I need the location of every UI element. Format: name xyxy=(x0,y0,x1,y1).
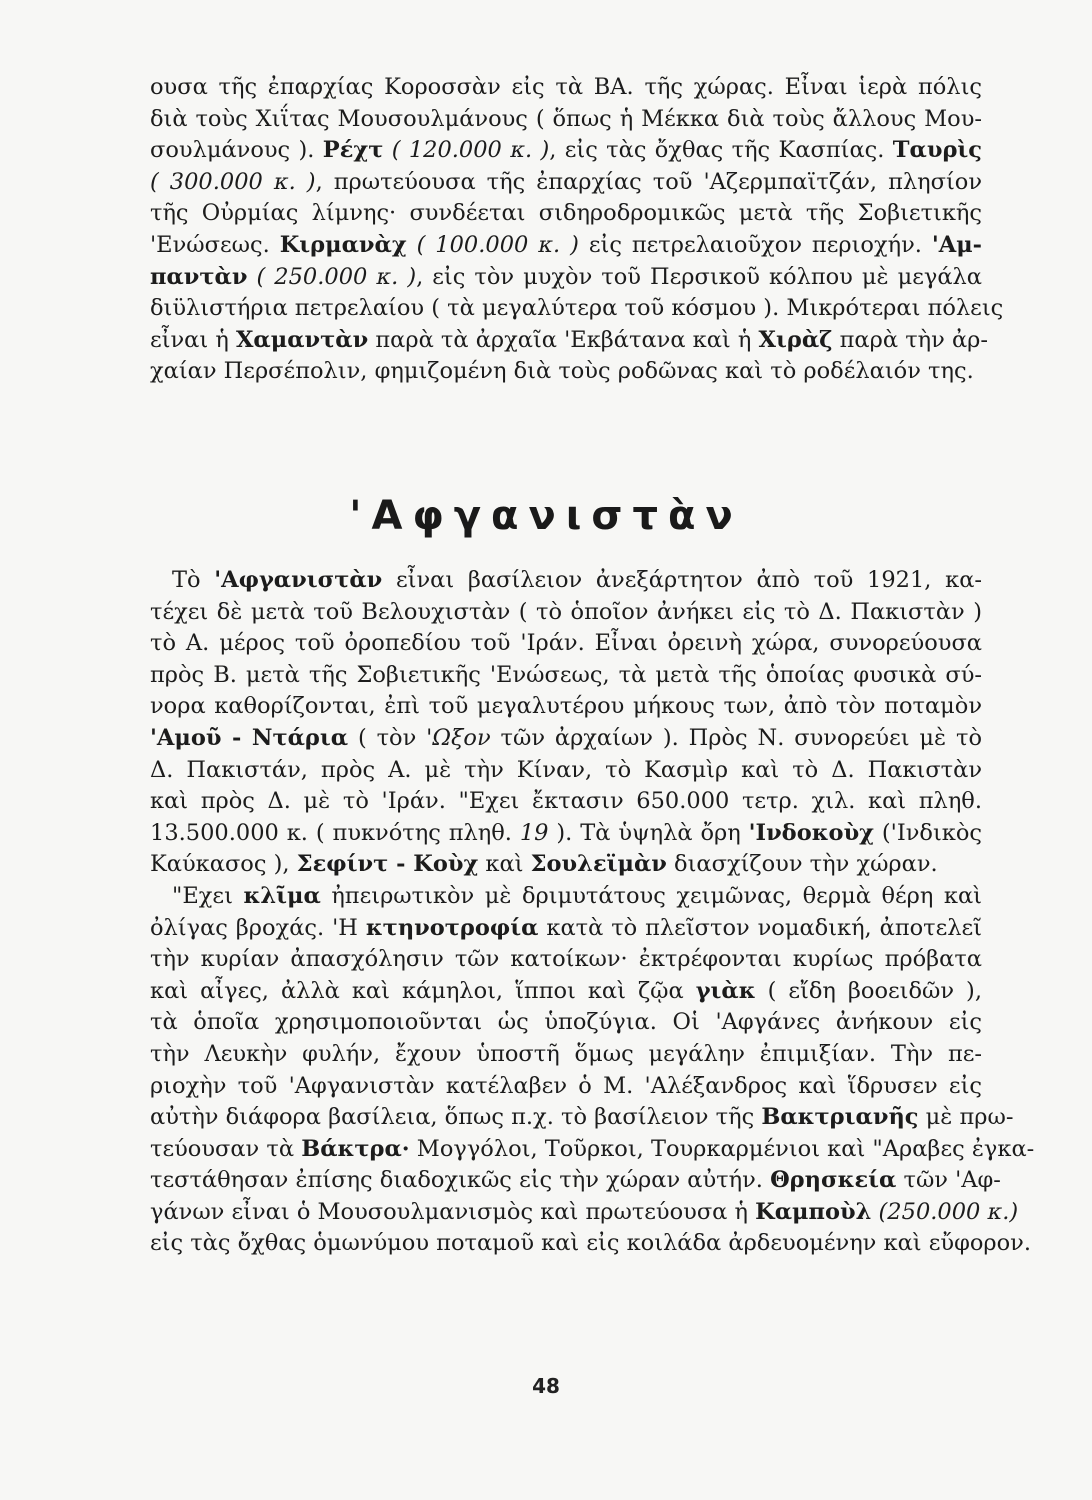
text-line: 'Αμοῦ - Ντάρια ( τὸν 'Ωξον τῶν ἀρχαίων ). Πρὸς Ν. συνορεύει μὲ τὸ xyxy=(150,724,983,751)
text-line: τὸ Α. μέρος τοῦ ὀροπεδίου τοῦ 'Ιράν. Εἶναι ὀρεινὴ χώρα, συνορεύουσα xyxy=(150,630,982,657)
text-line: τὴν Λευκὴν φυλήν, ἔχουν ὑποστῆ ὅμως μεγάλην ἐπιμιξίαν. Τὴν πε- xyxy=(150,1040,982,1067)
text-line: ριοχὴν τοῦ 'Αφγανιστὰν κατέλαβεν ὁ Μ. 'Αλέξανδρος καὶ ἵδρυσεν εἰς xyxy=(150,1072,982,1099)
text-line: εἰς τὰς ὄχθας ὁμωνύμου ποταμοῦ καὶ εἰς κοιλάδα ἀρδευομένην καὶ εὔφορον. xyxy=(150,1230,1031,1257)
text-line: χαίαν Περσέπολιν, φημιζομένη διὰ τοὺς ροδῶνας καὶ τὸ ροδέλαιόν της. xyxy=(150,358,974,385)
text-line: πρὸς Β. μετὰ τῆς Σοβιετικῆς 'Ενώσεως, τὰ μετὰ τῆς ὁποίας φυσικὰ σύ- xyxy=(150,661,982,688)
text-line: ουσα τῆς ἐπαρχίας Κοροσσὰν εἰς τὰ ΒΑ. τῆς χώρας. Εἶναι ἱερὰ πόλις xyxy=(150,74,982,100)
text-line: τὴν κυρίαν ἀπασχόλησιν τῶν κατοίκων· ἐκτρέφονται κυρίως πρόβατα xyxy=(150,946,982,973)
text-line: τεστάθησαν ἐπίσης διαδοχικῶς εἰς τὴν χώραν αὐτήν. Θρησκεία τῶν 'Αφ- xyxy=(150,1167,1001,1194)
paragraph-persia-cities xyxy=(150,72,1004,388)
text-line: Καύκασος ), Σεφίντ - Κοὺχ καὶ Σουλεϊμὰν διασχίζουν τὴν χώραν. xyxy=(150,851,938,878)
text-line: 'Ενώσεως. Κιρμανὰχ ( 100.000 κ. ) εἰς πετρελαιοῦχον περιοχήν. 'Αμ- xyxy=(150,231,983,258)
text-line: καὶ πρὸς Δ. μὲ τὸ 'Ιράν. "Εχει ἔκτασιν 650.000 τετρ. χιλ. καὶ πληθ. xyxy=(150,788,982,815)
text-line: "Εχει κλῖμα ἠπειρωτικὸν μὲ δριμυτάτους χειμῶνας, θερμὰ θέρη καὶ xyxy=(172,882,982,909)
text-line: νορα καθορίζονται, ἐπὶ τοῦ μεγαλυτέρου μήκους των, ἀπὸ τὸν ποταμὸν xyxy=(150,693,982,720)
text-line: σουλμάνους ). Ρέχτ ( 120.000 κ. ), εἰς τὰς ὄχθας τῆς Κασπίας. Ταυρὶς xyxy=(150,137,983,164)
text-line: τῆς Οὐρμίας λίμνης· συνδέεται σιδηροδρομικῶς μετὰ τῆς Σοβιετικῆς xyxy=(150,200,982,227)
text-line: ( 300.000 κ. ), πρωτεύουσα τῆς ἐπαρχίας τοῦ 'Αζερμπαϊτζάν, πλησίον xyxy=(150,168,983,195)
text-line: τὰ ὁποῖα χρησιμοποιοῦνται ὡς ὑποζύγια. Οἱ 'Αφγάνες ἀνήκουν εἰς xyxy=(150,1009,982,1036)
text-line: διὰ τοὺς Χιΐτας Μουσουλμάνους ( ὅπως ἡ Μέκκα διὰ τοὺς ἄλλους Μου- xyxy=(150,105,982,132)
text-line: 13.500.000 κ. ( πυκνότης πληθ. 19 ). Τὰ ὑψηλὰ ὄρη 'Ινδοκοὺχ ('Ινδικὸς xyxy=(150,819,982,846)
text-line: διϋλιστήρια πετρελαίου ( τὰ μεγαλύτερα τοῦ κόσμου ). Μικρότεραι πόλεις xyxy=(150,295,1004,322)
text-line: ὀλίγας βροχάς. 'Η κτηνοτροφία κατὰ τὸ πλεῖστον νομαδική, ἀποτελεῖ xyxy=(150,914,983,941)
text-line: γάνων εἶναι ὁ Μουσουλμανισμὸς καὶ πρωτεύουσα ἡ Καμποὺλ (250.000 κ.) xyxy=(150,1198,1019,1225)
text-line: τέχει δὲ μετὰ τοῦ Βελουχιστὰν ( τὸ ὁποῖον ἀνήκει εἰς τὸ Δ. Πακιστὰν ) xyxy=(150,598,982,625)
paragraph-afghanistan xyxy=(150,565,1035,1260)
text-line: παντὰν ( 250.000 κ. ), εἰς τὸν μυχὸν τοῦ Περσικοῦ κόλπου μὲ μεγάλα xyxy=(150,263,982,290)
section-heading: 'Αφγανιστὰν xyxy=(349,493,743,539)
page-number: 48 xyxy=(532,1374,560,1398)
text-line: εἶναι ἡ Χαμαντὰν παρὰ τὰ ἀρχαῖα 'Εκβάτανα καὶ ἡ Χιρὰζ παρὰ τὴν ἀρ- xyxy=(150,326,988,353)
text-line: Δ. Πακιστάν, πρὸς Α. μὲ τὴν Κίναν, τὸ Κασμὶρ καὶ τὸ Δ. Πακιστὰν xyxy=(150,756,982,783)
text-line: τεύουσαν τὰ Βάκτρα· Μογγόλοι, Τοῦρκοι, Τουρκαρμένιοι καὶ "Αραβες ἐγκα- xyxy=(150,1135,1035,1162)
text-line: αὐτὴν διάφορα βασίλεια, ὅπως π.χ. τὸ βασίλειον τῆς Βακτριανῆς μὲ πρω- xyxy=(150,1104,1014,1131)
text-line: Τὸ 'Αφγανιστὰν εἶναι βασίλειον ἀνεξάρτητον ἀπὸ τοῦ 1921, κα- xyxy=(172,567,982,593)
text-line: καὶ αἶγες, ἀλλὰ καὶ κάμηλοι, ἵπποι καὶ ζῷα γιὰκ ( εἴδη βοοειδῶν ), xyxy=(150,977,982,1004)
